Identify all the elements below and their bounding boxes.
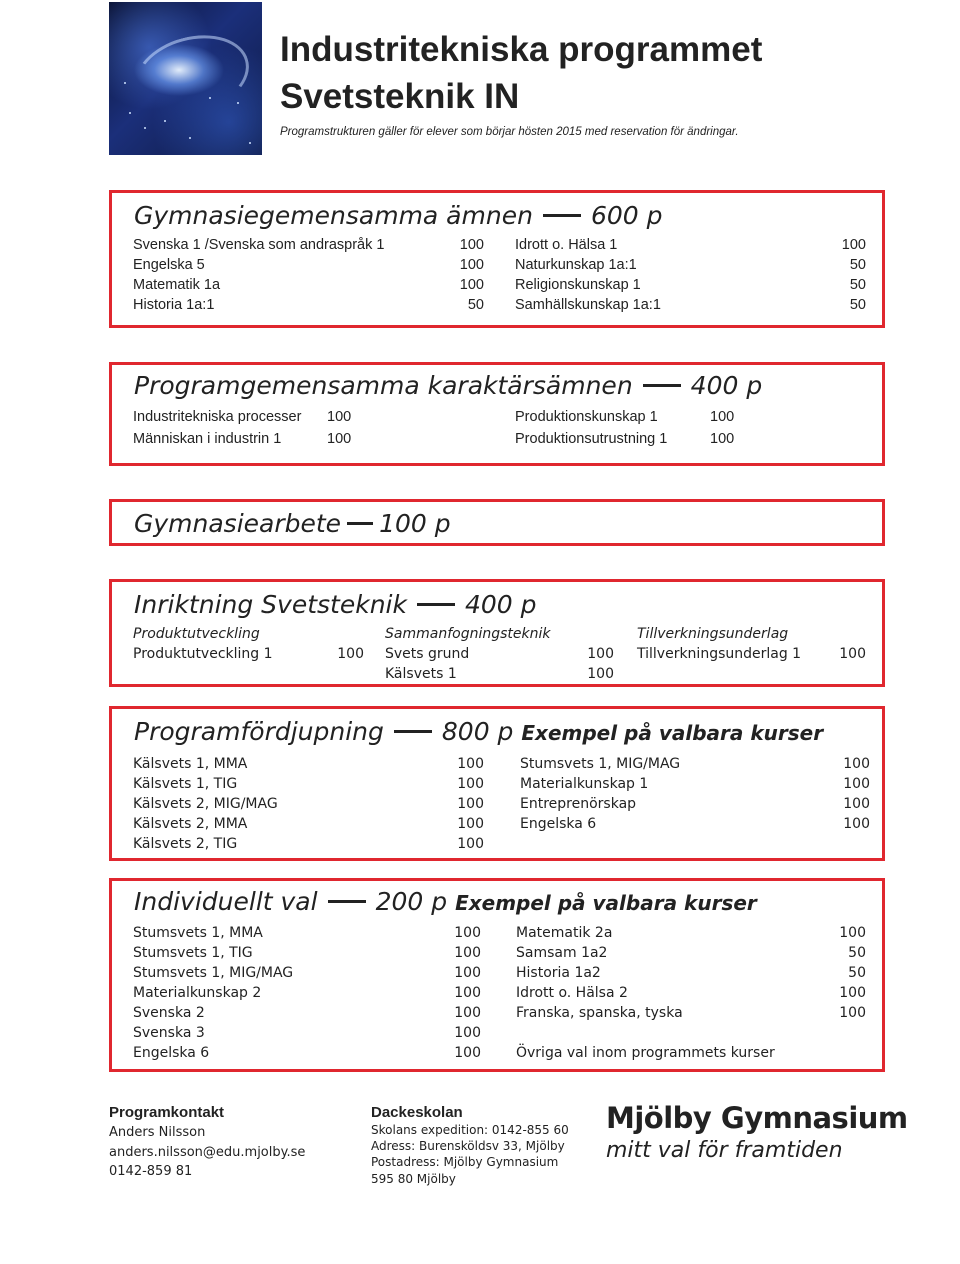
course-name: Religionskunskap 1 <box>515 277 641 293</box>
course-points: 50 <box>849 277 866 293</box>
section-note: Exempel på valbara kurser <box>455 891 757 915</box>
contact-email[interactable]: anders.nilsson@edu.mjolby.se <box>109 1145 306 1160</box>
course-name: Produktionsutrustning 1 <box>515 431 668 447</box>
course-name: Svenska 1 /Svenska som andraspråk 1 <box>133 237 385 253</box>
course-name: Matematik 2a <box>516 925 613 941</box>
course-name: Samhällskunskap 1a:1 <box>515 297 661 313</box>
course-name: Produktionskunskap 1 <box>515 409 658 425</box>
section-programfordjupning <box>109 706 885 861</box>
course-points: 100 <box>454 1025 481 1041</box>
course-points: 100 <box>839 646 866 662</box>
course-points: 100 <box>459 237 484 253</box>
course-name: Stumsvets 1, MIG/MAG <box>133 965 294 981</box>
section-gymnasiearbete <box>109 499 885 546</box>
welding-photo <box>109 2 262 155</box>
section-individuellt-val <box>109 878 885 1072</box>
school-line: Postadress: Mjölby Gymnasium <box>371 1155 559 1169</box>
course-points: 100 <box>454 945 481 961</box>
section-title: Gymnasiegemensamma ämnen <box>134 201 533 230</box>
course-name: Materialkunskap 1 <box>520 776 649 792</box>
course-points: 100 <box>454 925 481 941</box>
course-points: 100 <box>843 816 870 832</box>
section-points: 800 p <box>441 717 514 746</box>
course-name: Svenska 3 <box>133 1025 205 1041</box>
section-points: 200 p <box>375 887 448 916</box>
course-points: 100 <box>587 666 614 682</box>
section-heading <box>134 889 757 914</box>
section-inriktning <box>109 579 885 687</box>
spark <box>209 97 211 99</box>
school-line: Skolans expedition: 0142-855 60 <box>371 1123 569 1137</box>
section-heading <box>134 592 537 617</box>
course-name: Samsam 1a2 <box>516 945 608 961</box>
course-name: Stumsvets 1, MIG/MAG <box>520 756 681 772</box>
course-name: Kälsvets 2, MMA <box>133 816 248 832</box>
page-title-specialization: Svetsteknik IN <box>280 77 520 116</box>
course-name: Produktutveckling 1 <box>133 646 273 662</box>
spark <box>124 82 126 84</box>
course-points: 100 <box>457 796 484 812</box>
dash <box>643 384 681 387</box>
welding-arc-glow <box>126 23 258 126</box>
spark <box>164 120 166 122</box>
course-points: 100 <box>327 409 352 425</box>
section-gymnasiegemensamma <box>109 190 885 328</box>
spark <box>237 102 239 104</box>
course-name: Kälsvets 2, MIG/MAG <box>133 796 278 812</box>
section-heading <box>134 373 762 398</box>
course-name: Idrott o. Hälsa 1 <box>515 237 618 253</box>
course-name: Historia 1a2 <box>516 965 601 981</box>
page-title: Industritekniska programmet <box>280 30 763 69</box>
contact-heading: Programkontakt <box>109 1104 225 1121</box>
course-name: Materialkunskap 2 <box>133 985 262 1001</box>
course-name: Stumsvets 1, MMA <box>133 925 263 941</box>
section-points: 100 p <box>379 509 451 538</box>
course-name: Människan i industrin 1 <box>133 431 282 447</box>
course-points: 100 <box>454 985 481 1001</box>
course-points: 100 <box>459 277 484 293</box>
course-points: 100 <box>457 816 484 832</box>
spark <box>144 127 146 129</box>
course-name: Engelska 6 <box>520 816 597 832</box>
course-points: 100 <box>841 237 866 253</box>
course-points: 50 <box>467 297 484 313</box>
section-points: 400 p <box>690 371 763 400</box>
course-name: Naturkunskap 1a:1 <box>515 257 637 273</box>
course-points: 50 <box>848 945 866 961</box>
section-heading <box>134 719 823 744</box>
course-points: 100 <box>839 925 866 941</box>
course-points: 50 <box>849 297 866 313</box>
contact-name: Anders Nilsson <box>109 1125 206 1140</box>
course-points: 100 <box>843 776 870 792</box>
course-points: 100 <box>710 409 735 425</box>
course-name: Tillverkningsunderlag 1 <box>637 646 802 662</box>
course-points: 100 <box>454 1005 481 1021</box>
course-points: 100 <box>843 756 870 772</box>
school-line: 595 80 Mjölby <box>371 1172 456 1186</box>
course-points: 100 <box>459 257 484 273</box>
course-name: Engelska 6 <box>133 1045 210 1061</box>
course-points: 100 <box>843 796 870 812</box>
dash <box>394 730 432 733</box>
brand-tagline: mitt val för framtiden <box>606 1138 843 1163</box>
section-programgemensamma <box>109 362 885 466</box>
course-points: 100 <box>839 1005 866 1021</box>
course-points: 100 <box>337 646 364 662</box>
course-name: Idrott o. Hälsa 2 <box>516 985 628 1001</box>
group-heading: Tillverkningsunderlag <box>637 626 789 642</box>
brand-name: Mjölby Gymnasium <box>606 1101 908 1135</box>
course-points: 100 <box>710 431 735 447</box>
section-note: Exempel på valbara kurser <box>521 721 824 745</box>
section-heading <box>134 203 662 228</box>
course-points: 100 <box>327 431 352 447</box>
course-name: Historia 1a:1 <box>133 297 215 313</box>
spark <box>189 137 191 139</box>
other-options-note: Övriga val inom programmets kurser <box>516 1045 775 1061</box>
course-name: Kälsvets 1, MMA <box>133 756 248 772</box>
contact-phone: 0142-859 81 <box>109 1164 193 1179</box>
course-name: Stumsvets 1, TIG <box>133 945 253 961</box>
course-points: 100 <box>457 776 484 792</box>
course-points: 100 <box>454 1045 481 1061</box>
course-points: 50 <box>849 257 866 273</box>
section-title: Inriktning Svetsteknik <box>134 590 407 619</box>
course-points: 100 <box>454 965 481 981</box>
section-title: Programgemensamma karaktärsämnen <box>134 371 633 400</box>
course-name: Svets grund <box>385 646 470 662</box>
section-title: Gymnasiearbete <box>134 509 342 538</box>
course-points: 100 <box>839 985 866 1001</box>
course-name: Matematik 1a <box>133 277 221 293</box>
section-heading <box>134 511 451 536</box>
course-name: Franska, spanska, tyska <box>516 1005 683 1021</box>
dash <box>417 603 455 606</box>
course-name: Kälsvets 1, TIG <box>133 776 238 792</box>
group-heading: Sammanfogningsteknik <box>385 626 551 642</box>
course-points: 100 <box>587 646 614 662</box>
group-heading: Produktutveckling <box>133 626 260 642</box>
course-name: Entreprenörskap <box>520 796 637 812</box>
section-points: 600 p <box>590 201 663 230</box>
dash <box>543 214 581 217</box>
school-heading: Dackeskolan <box>371 1104 463 1121</box>
course-name: Kälsvets 1 <box>385 666 457 682</box>
course-name: Engelska 5 <box>133 257 205 273</box>
spark <box>129 112 131 114</box>
school-line: Adress: Burensköldsv 33, Mjölby <box>371 1139 565 1153</box>
course-name: Kälsvets 2, TIG <box>133 836 238 852</box>
course-points: 100 <box>457 756 484 772</box>
course-name: Industritekniska processer <box>133 409 302 425</box>
section-title: Individuellt val <box>134 887 318 916</box>
dash <box>328 900 366 903</box>
spark <box>249 142 251 144</box>
course-name: Svenska 2 <box>133 1005 205 1021</box>
section-title: Programfördjupning <box>134 717 384 746</box>
course-points: 100 <box>457 836 484 852</box>
course-points: 50 <box>848 965 866 981</box>
page-subtitle: Programstrukturen gäller för elever som börjar hösten 2015 med reservation för ändringar. <box>280 126 739 138</box>
dash <box>347 522 373 525</box>
section-points: 400 p <box>464 590 537 619</box>
